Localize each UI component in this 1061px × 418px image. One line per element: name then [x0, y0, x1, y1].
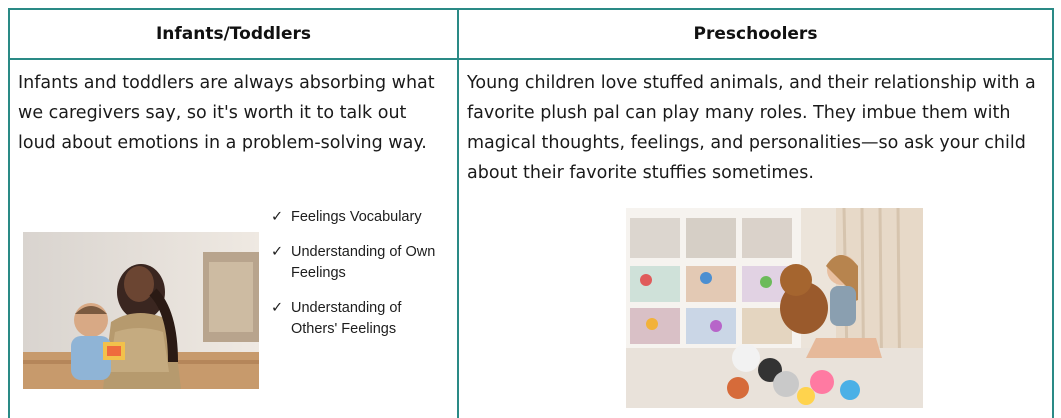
infants-body	[10, 60, 457, 158]
checklist-item-label: Understanding of Others' Feelings	[291, 300, 402, 337]
preschoolers-body	[459, 60, 1052, 188]
comparison-table	[8, 8, 1054, 418]
caregiver-with-toddler-photo	[23, 232, 259, 389]
checkmark-icon: ✓	[271, 209, 284, 225]
checklist-item	[267, 242, 447, 284]
checklist-item	[267, 298, 447, 340]
preschoolers-heading: Preschoolers	[459, 10, 1052, 60]
checklist-item	[267, 207, 447, 228]
infants-heading: Infants/Toddlers	[10, 10, 457, 60]
skills-checklist	[267, 207, 447, 354]
girl-with-stuffed-animals-photo	[626, 208, 923, 408]
checkmark-icon: ✓	[271, 244, 284, 260]
preschoolers-column	[459, 10, 1052, 418]
checkmark-icon: ✓	[271, 300, 284, 316]
checklist-item-label: Understanding of Own Feelings	[291, 244, 436, 281]
preschoolers-paragraph: Young children love stuffed animals, and their relationship with a favorite plush pal can play many roles. They imbue them with magical thoughts, feelings, and personalities—so ask your child about their favorite stuffies sometimes.	[467, 73, 1036, 183]
infants-column	[10, 10, 459, 418]
infants-paragraph: Infants and toddlers are always absorbing what we caregivers say, so it's worth it to talk out loud about emotions in a problem-solving way.	[18, 73, 435, 153]
checklist-item-label: Feelings Vocabulary	[291, 209, 422, 225]
